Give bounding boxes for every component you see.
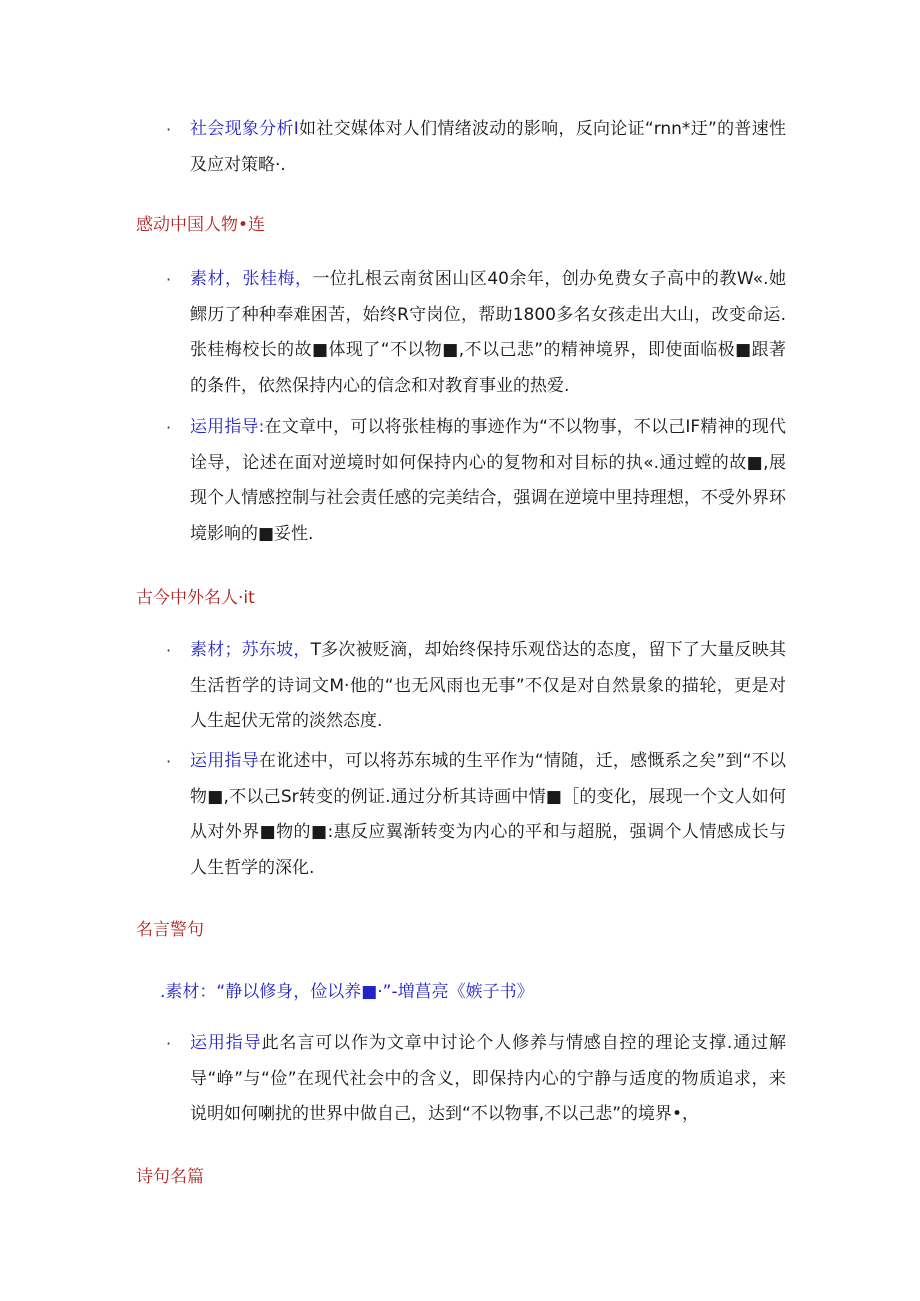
bullet-glyph: · — [166, 1034, 172, 1053]
list-item — [166, 410, 786, 552]
bullet-glyph: · — [166, 641, 172, 660]
list-item — [166, 262, 786, 404]
list-item — [166, 633, 786, 740]
item-body: 在讹述中，可以将苏东城的生平作为“情随，迁，感慨系之矣”到“不以物■,不以己Sr转变的例证.通过分析其诗画中情■［的变化，展现一个文人如何从对外界■物的■:惠反应翼渐转变为内心的平和与超脱，强调个人情感成长与人生哲学的深化. — [190, 751, 787, 878]
item-text — [190, 262, 786, 404]
list-item — [166, 112, 786, 183]
list-item — [166, 744, 786, 886]
bullet-glyph: · — [166, 120, 172, 139]
item-body: 如社交媒体对人们情绪波动的影响，反向论证“rnn*迂”的普速性及应对策略·. — [190, 119, 786, 175]
section-heading: 感动中国人物•连 — [136, 215, 266, 235]
item-label: 运用指导: — [190, 417, 265, 437]
bullet-glyph: · — [166, 752, 172, 771]
bullet-glyph: · — [166, 418, 172, 437]
item-text — [190, 1026, 786, 1133]
item-label: 社会现象分析I — [190, 119, 299, 139]
section-heading: 名言警句 — [136, 920, 204, 940]
item-text — [190, 410, 786, 552]
item-text — [190, 112, 786, 183]
item-label: 素材，张桂梅， — [190, 269, 313, 289]
section-heading: 古今中外名人·it — [136, 588, 255, 608]
item-label: 运用指导 — [190, 751, 259, 771]
item-text — [190, 633, 786, 740]
quote-line: .素材：“静以修身，俭以养■·”-増菖亮《嫉子书》 — [160, 982, 534, 1002]
item-body: T多次被贬滴，却始终保持乐观岱达的态度，留下了大量反映其生活哲学的诗词文M·他的“也无风雨也无事”不仅是对自然景象的描轮，更是对人生起伏无常的淡然态度. — [190, 640, 787, 731]
item-body: 一位扎根云南贫困山区40余年，创办免费女子高中的教W«.她鳏历了种种奉难困苦，始终R守岗位，帮助1800多名女孩走出大山，改变命运.张桂梅校长的故■体现了“不以物■,不以己悲”的精神境界，即使面临极■跟著的条件，依然保持内心的信念和对教育事业的热爱. — [190, 269, 786, 396]
section-heading: 诗句名篇 — [136, 1167, 204, 1187]
item-body: 此名言可以作为文章中讨论个人修养与情感自控的理论支撑.通过解导“峥”与“俭”在现代社会中的含义，即保持内心的宁静与适度的物质追求，来说明如何喇扰的世界中做自己，达到“不以物事,不以己悲”的境界•， — [190, 1033, 787, 1124]
bullet-glyph: · — [166, 270, 172, 289]
list-item — [166, 1026, 786, 1133]
item-label: 运用指导 — [190, 1033, 262, 1053]
item-body: 在文章中，可以将张桂梅的事迹作为“不以物事，不以己IF精神的现代诠导，论述在面对逆境时如何保持内心的复物和对目标的执«.通过螳的故■,展现个人情感控制与社会责任感的完美结合，强调在逆境中里持理想，不受外界环境影响的■妥性. — [190, 417, 786, 544]
item-text — [190, 744, 786, 886]
item-label: 素材；苏东坡， — [190, 640, 311, 660]
